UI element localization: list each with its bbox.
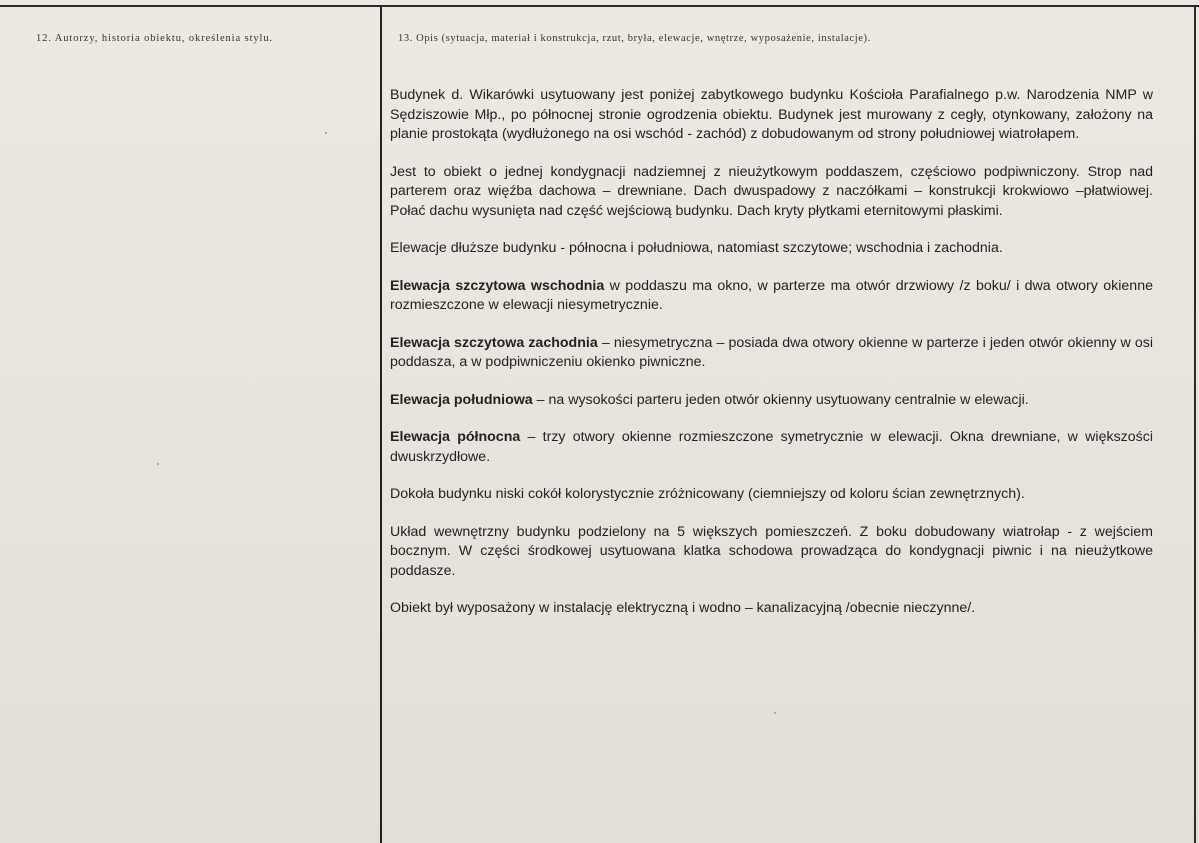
paragraph-north-elevation: Elewacja północna – trzy otwory okienne rozmieszczone symetrycznie w elewacji. Okna drewniane, w większości dwuskrzydłowe. xyxy=(390,429,1153,465)
paragraph-interior: Układ wewnętrzny budynku podzielony na 5 większych pomieszczeń. Z boku dobudowany wiatrołap - z wejściem bocznym. W części środkowej usytuowana klatka schodowa prowadząca do kondygnacji piwnic i na nieużytkowe poddasze. xyxy=(390,523,1153,579)
paragraph-east-elevation: Elewacja szczytowa wschodnia w poddaszu ma okno, w parterze ma otwór drzwiowy /z boku/ i dwa otwory okienne rozmieszczone w elewacji niesymetrycznie. xyxy=(390,277,1153,313)
paper-speck xyxy=(157,463,159,465)
section-12-header: 12. Autorzy, historia obiektu, określenia stylu. xyxy=(36,33,274,44)
paragraph-location: Budynek d. Wikarówki usytuowany jest poniżej zabytkowego budynku Kościoła Parafialnego p.w. Narodzenia NMP w Sędziszowie Młp., po północnej stronie ogrodzenia obiektu. Budynek jest murowany z cegły, otynkowany, założony na planie prostokąta (wydłużonego na osi wschód - zachód) z dobudowanym od strony południowej wiatrołapem. xyxy=(390,87,1153,142)
description-text xyxy=(390,86,1153,637)
section-13-header: 13. Opis (sytuacja, materiał i konstrukcja, rzut, bryła, elewacje, wnętrze, wyposażenie, instalacje). xyxy=(398,33,871,44)
paper-speck xyxy=(325,132,327,134)
paragraph-structure: Jest to obiekt o jednej kondygnacji nadziemnej z nieużytkowym poddaszem, częściowo podpiwniczony. Strop nad parterem oraz więźba dachowa – drewniane. Dach dwuspadowy z naczółkami – konstrukcji krokwiowo –płatwiowej. Połać dachu wysunięta nad część wejściową budynku. Dach kryty płytkami eternitowymi płaskimi. xyxy=(390,163,1153,219)
paragraph-plinth: Dokoła budynku niski cokół kolorystycznie zróżnicowany (ciemniejszy od koloru ścian zewnętrznych). xyxy=(390,486,1025,502)
paragraph-west-elevation: Elewacja szczytowa zachodnia – niesymetryczna – posiada dwa otwory okienne w parterze i jeden otwór okienny w osi poddasza, a w podpiwniczeniu okienko piwniczne. xyxy=(390,334,1154,370)
top-border-line xyxy=(0,5,1199,7)
column-divider xyxy=(380,5,382,843)
paragraph-installations: Obiekt był wyposażony w instalację elektryczną i wodno – kanalizacyjną /obecnie nieczynne/. xyxy=(390,600,976,616)
paper-speck xyxy=(774,712,776,714)
right-border-line xyxy=(1194,5,1196,843)
paragraph-elevations: Elewacje dłuższe budynku - północna i południowa, natomiast szczytowe; wschodnia i zachodnia. xyxy=(390,240,1003,256)
paragraph-south-elevation: Elewacja południowa – na wysokości parteru jeden otwór okienny usytuowany centralnie w elewacji. xyxy=(390,391,1029,408)
